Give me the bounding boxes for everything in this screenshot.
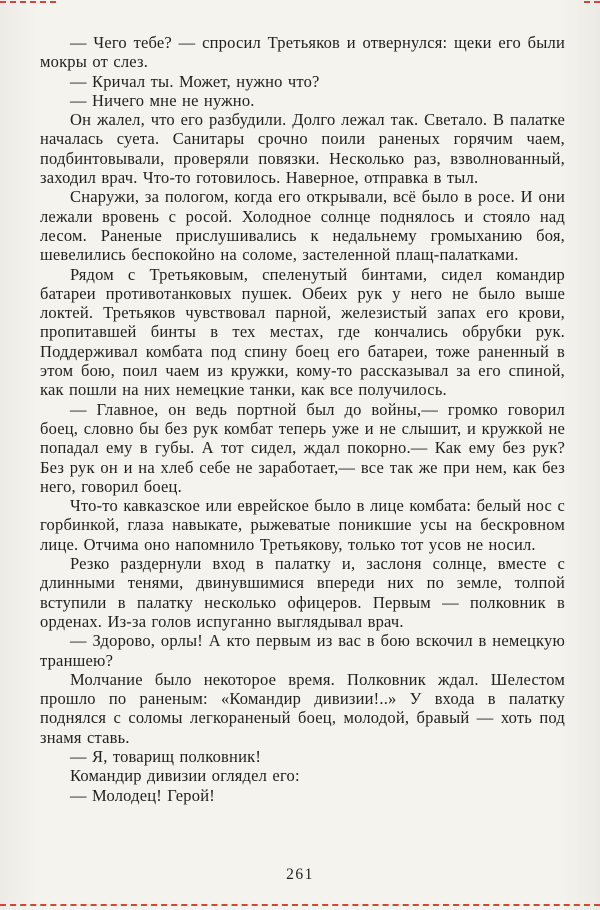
paragraph: Рядом с Третьяковым, спеленутый бинтами, сидел командир батареи противотанковых пушек. Обеих рук у него не было выше локтей. Третьяков чувствовал парной, железистый запах его крови, пропитавшей бинты в тех местах, где кончались обрубки рук. Поддерживал комбата под спину боец его батареи, тоже раненный в этом бою, поил чаем из кружки, кому-то рассказывал за его спиной, как пошли на них немецкие танки, как все получилось. <box>40 264 565 400</box>
scan-selection-mark-top-right <box>584 1 600 3</box>
paragraph: — Главное, он ведь портной был до войны,— громко говорил боец, словно бы без рук комбат теперь уже и не слышит, и кружкой не попадал ему в губы. А тот сидел, ждал покорно.— Как ему без рук? Без рук он и на хлеб себе не заработает,— все так же при нем, как без него, говорил боец. <box>40 399 565 496</box>
paragraph: — Молодец! Герой! <box>70 785 215 805</box>
page-text-block <box>40 33 565 805</box>
page-number: 261 <box>286 866 314 883</box>
paragraph: — Здорово, орлы! А кто первым из вас в бою вскочил в немецкую траншею? <box>40 631 565 670</box>
paragraph: Он жалел, что его разбудили. Долго лежал так. Светало. В палатке началась суета. Санитары срочно поили раненых горячим чаем, подбинтовывали, проверяли повязки. Несколько раз, взволнованный, заходил врач. Что-то готовилось. Наверное, отправка в тыл. <box>40 110 565 188</box>
scan-selection-mark-bottom <box>0 904 600 906</box>
paragraph: — Я, товарищ полковник! <box>70 746 262 766</box>
paragraph: Что-то кавказское или еврейское было в лице комбата: белый нос с горбинкой, глаза навыкате, рыжеватые поникшие усы на бескровном лице. Отчима оно напомнило Третьякову, только тот усов не носил. <box>40 496 565 554</box>
paragraph: — Ничего мне не нужно. <box>70 90 255 110</box>
paragraph: Снаружи, за пологом, когда его открывали, всё было в росе. И они лежали вровень с росой. Холодное солнце поднялось и стояло над лесом. Раненые прислушивались к недальнему громыханию боя, шевелились беспокойно на соломе, застеленной плащ-палатками. <box>40 187 565 265</box>
paragraph: Резко раздернули вход в палатку и, заслоня солнце, вместе с длинными тенями, двинувшимися впереди них по земле, толпой вступили в палатку несколько офицеров. Первым — полковник в орденах. Из-за голов испуганно выглядывал врач. <box>40 554 565 631</box>
paragraph: — Кричал ты. Может, нужно что? <box>70 71 320 91</box>
scan-selection-mark-top-left <box>0 1 56 3</box>
paragraph: Молчание было некоторое время. Полковник ждал. Шелестом прошло по раненым: «Командир дивизии!..» У входа в палатку поднялся с соломы легкораненый боец, молодой, бравый — хоть под знамя ставь. <box>40 669 565 747</box>
paragraph: Командир дивизии оглядел его: <box>70 766 300 786</box>
paragraph: — Чего тебе? — спросил Третьяков и отвернулся: щеки его были мокры от слез. <box>40 33 565 72</box>
